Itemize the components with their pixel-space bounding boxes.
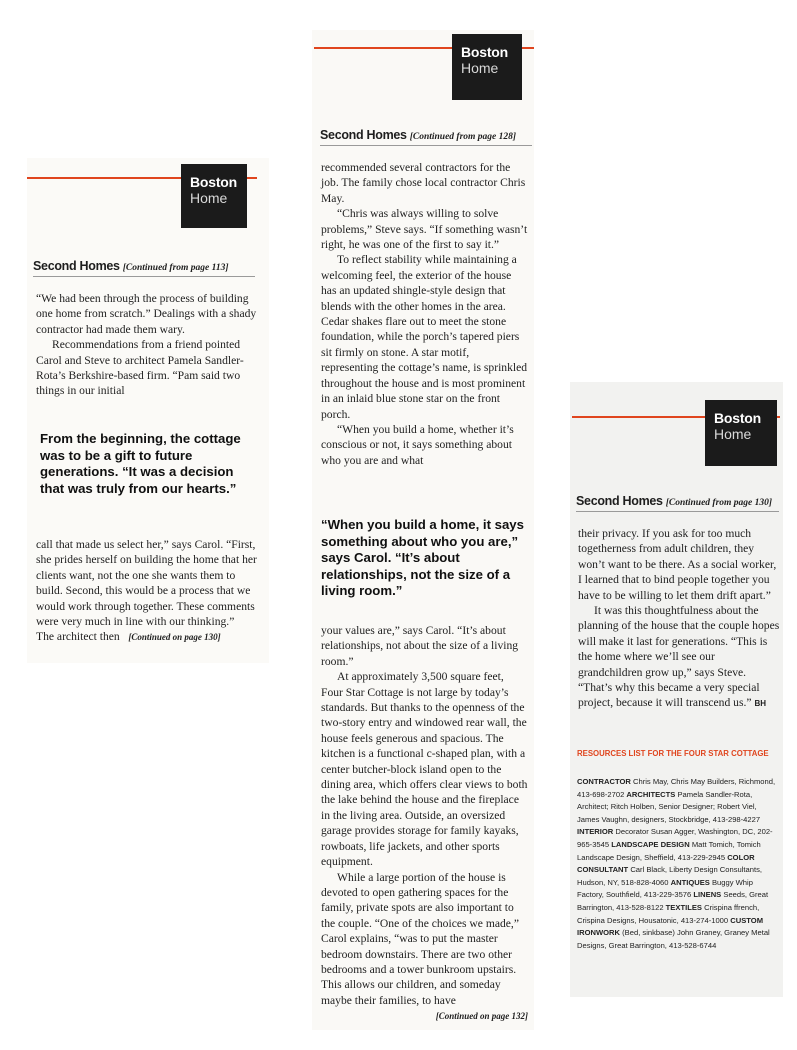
boston-home-logo [452,34,522,100]
end-mark: BH [754,699,766,709]
logo-line-1: Boston [461,44,509,60]
resource-label: LANDSCAPE DESIGN [611,839,690,849]
resource-text: Seeds, Great Barrington, 413-528-8122 [577,890,769,912]
logo-line-2: Home [190,190,228,206]
paragraph: While a large portion of the house is devoted to open gathering spaces for the family, private spots are also important to the couple. “One of the choices we made,” Carol explains, “was to put the master bedroom downstairs. There are two other bedrooms and a tower bunkroom upstairs. This allows our children, and someday maybe their families, to have [321,870,519,1007]
resource-text: Decorator Susan Agger, Washington, DC, 202-965-3545 [577,827,773,849]
article-text [36,291,260,399]
paragraph: recommended several contractors for the job. The family chose local contractor Chris May. [321,161,526,205]
paragraph: To reflect stability while maintaining a welcoming feel, the exterior of the house has an updated shingle-style design that blends with the other homes in the area. Cedar shakes flare out to meet the stone foundation, while the porch’s tapered piers sit firmly on stone. A star motif, representing the cottage’s name, is sprinkled throughout the house and is most prominent in an inlaid blue stone star on the front porch. [321,253,528,421]
paragraph: It was this thoughtfulness about the planning of the house that the couple hopes will make it last for generations. “This is the home where we’ll see our grandchildren grow up,” says Steve. “That’s why this became a very special project, because it will transcend us.” [578,604,780,710]
section-name: Second Homes [33,259,120,273]
logo-line-2: Home [461,60,499,76]
pull-quote: From the beginning, the cottage was to be a gift to future generations. “It was a decision that was truly from our hearts.” [40,431,241,496]
logo-line-2: Home [714,426,752,442]
resource-label: LINENS [693,890,722,900]
article-text [578,526,780,712]
resources-list [577,776,779,952]
resource-text: Matt Tomich, Tomich Landscape Design, Sheffield, 413-229-2945 [577,839,761,862]
paragraph: their privacy. If you ask for too much togetherness from adult children, they won’t want to be there. As a social worker, I learned that to bind people together you have to be willing to let them drift apart.” [578,527,777,602]
paragraph: “We had been through the process of building one home from scratch.” Dealings with a shady contractor had made them wary. [36,292,257,336]
boston-home-logo [181,164,247,228]
resource-label: CUSTOM IRONWORK [577,915,764,938]
resource-text: Carl Black, Liberty Design Consultants, Hudson, NY, 518-828-4060 [577,865,762,887]
logo-line-1: Boston [190,174,238,190]
paragraph: Recommendations from a friend pointed Carol and Steve to architect Pamela Sandler-Rota’s Berkshire-based firm. “Pam said two things in our initial [36,338,244,398]
paragraph: At approximately 3,500 square feet, Four Star Cottage is not large by today’s standards. But thanks to the openness of the two-story entry and windowed rear wall, the house feels generous and spacious. The kitchen is a functional c-shaped plan, with a center butcher-block island open to the dining area, which offers clear views to both the lake behind the house and the fireplace in the living area. Outside, an oversized garage provides storage for family kayaks, rowboats, life jackets, and other sports equipment. [321,670,528,869]
article-text [321,623,528,1025]
section-header [33,259,255,277]
pull-quote: “When you build a home, it says something about who you are,” says Carol. “It’s about relationships, not the size of a living room.” [321,517,524,599]
article-text [321,160,528,468]
resource-label: ARCHITECTS [626,789,676,799]
continued-from: [Continued from page 128] [409,132,517,142]
paragraph: “When you build a home, whether it’s conscious or not, it says something about who you are and what [321,422,514,467]
paragraph: “Chris was always willing to solve problems,” Steve says. “If something wasn’t right, he was one of the first to say it.” [321,207,528,252]
resources-title: RESOURCES LIST FOR THE FOUR STAR COTTAGE [577,749,769,758]
paragraph: your values are,” says Carol. “It’s about relationships, not about the size of a living room.” [321,624,519,668]
resource-label: COLOR CONSULTANT [577,852,755,875]
resource-text: Crispina ffrench, Crispina Designs, Housatonic, 413-274-1000 [577,902,760,925]
boston-home-logo [705,400,777,466]
section-header [320,128,532,146]
resource-label: TEXTILES [665,902,702,912]
continued-from: [Continued from page 130] [665,498,773,508]
continued-on: [Continued on page 132] [435,1011,528,1022]
section-name: Second Homes [576,494,663,508]
resource-text: (Bed, sinkbase) John Graney, Graney Metal Designs, Great Barrington, 413-528-6744 [577,928,770,950]
resource-label: CONTRACTOR [577,777,631,786]
section-header [576,494,779,512]
section-name: Second Homes [320,128,407,142]
logo-line-1: Boston [714,410,762,426]
paragraph: call that made us select her,” says Carol. “First, she prides herself on building the home that her clients want, not the one she wants them to build. Second, this would be a process that we would work through together. These comments were very much in line with our thinking.” [36,538,257,629]
continued-on: [Continued on page 130] [128,632,221,643]
paragraph: The architect then [36,630,120,644]
resource-label: ANTIQUES [670,877,710,887]
continued-from: [Continued from page 113] [122,263,229,273]
resource-label: INTERIOR [577,827,614,837]
resource-text: Buggy Whip Factory, Southfield, 413-229-3576 [577,877,753,900]
article-text [36,537,260,646]
resource-text: Pamela Sandler-Rota, Architect; Ritch Holben, Senior Designer; Robert Viel, James Vaughn, designers, Stockbridge, 413-298-4227 [577,789,761,824]
resource-text: Chris May, Chris May Builders, Richmond, 413-698-2702 [577,777,776,799]
